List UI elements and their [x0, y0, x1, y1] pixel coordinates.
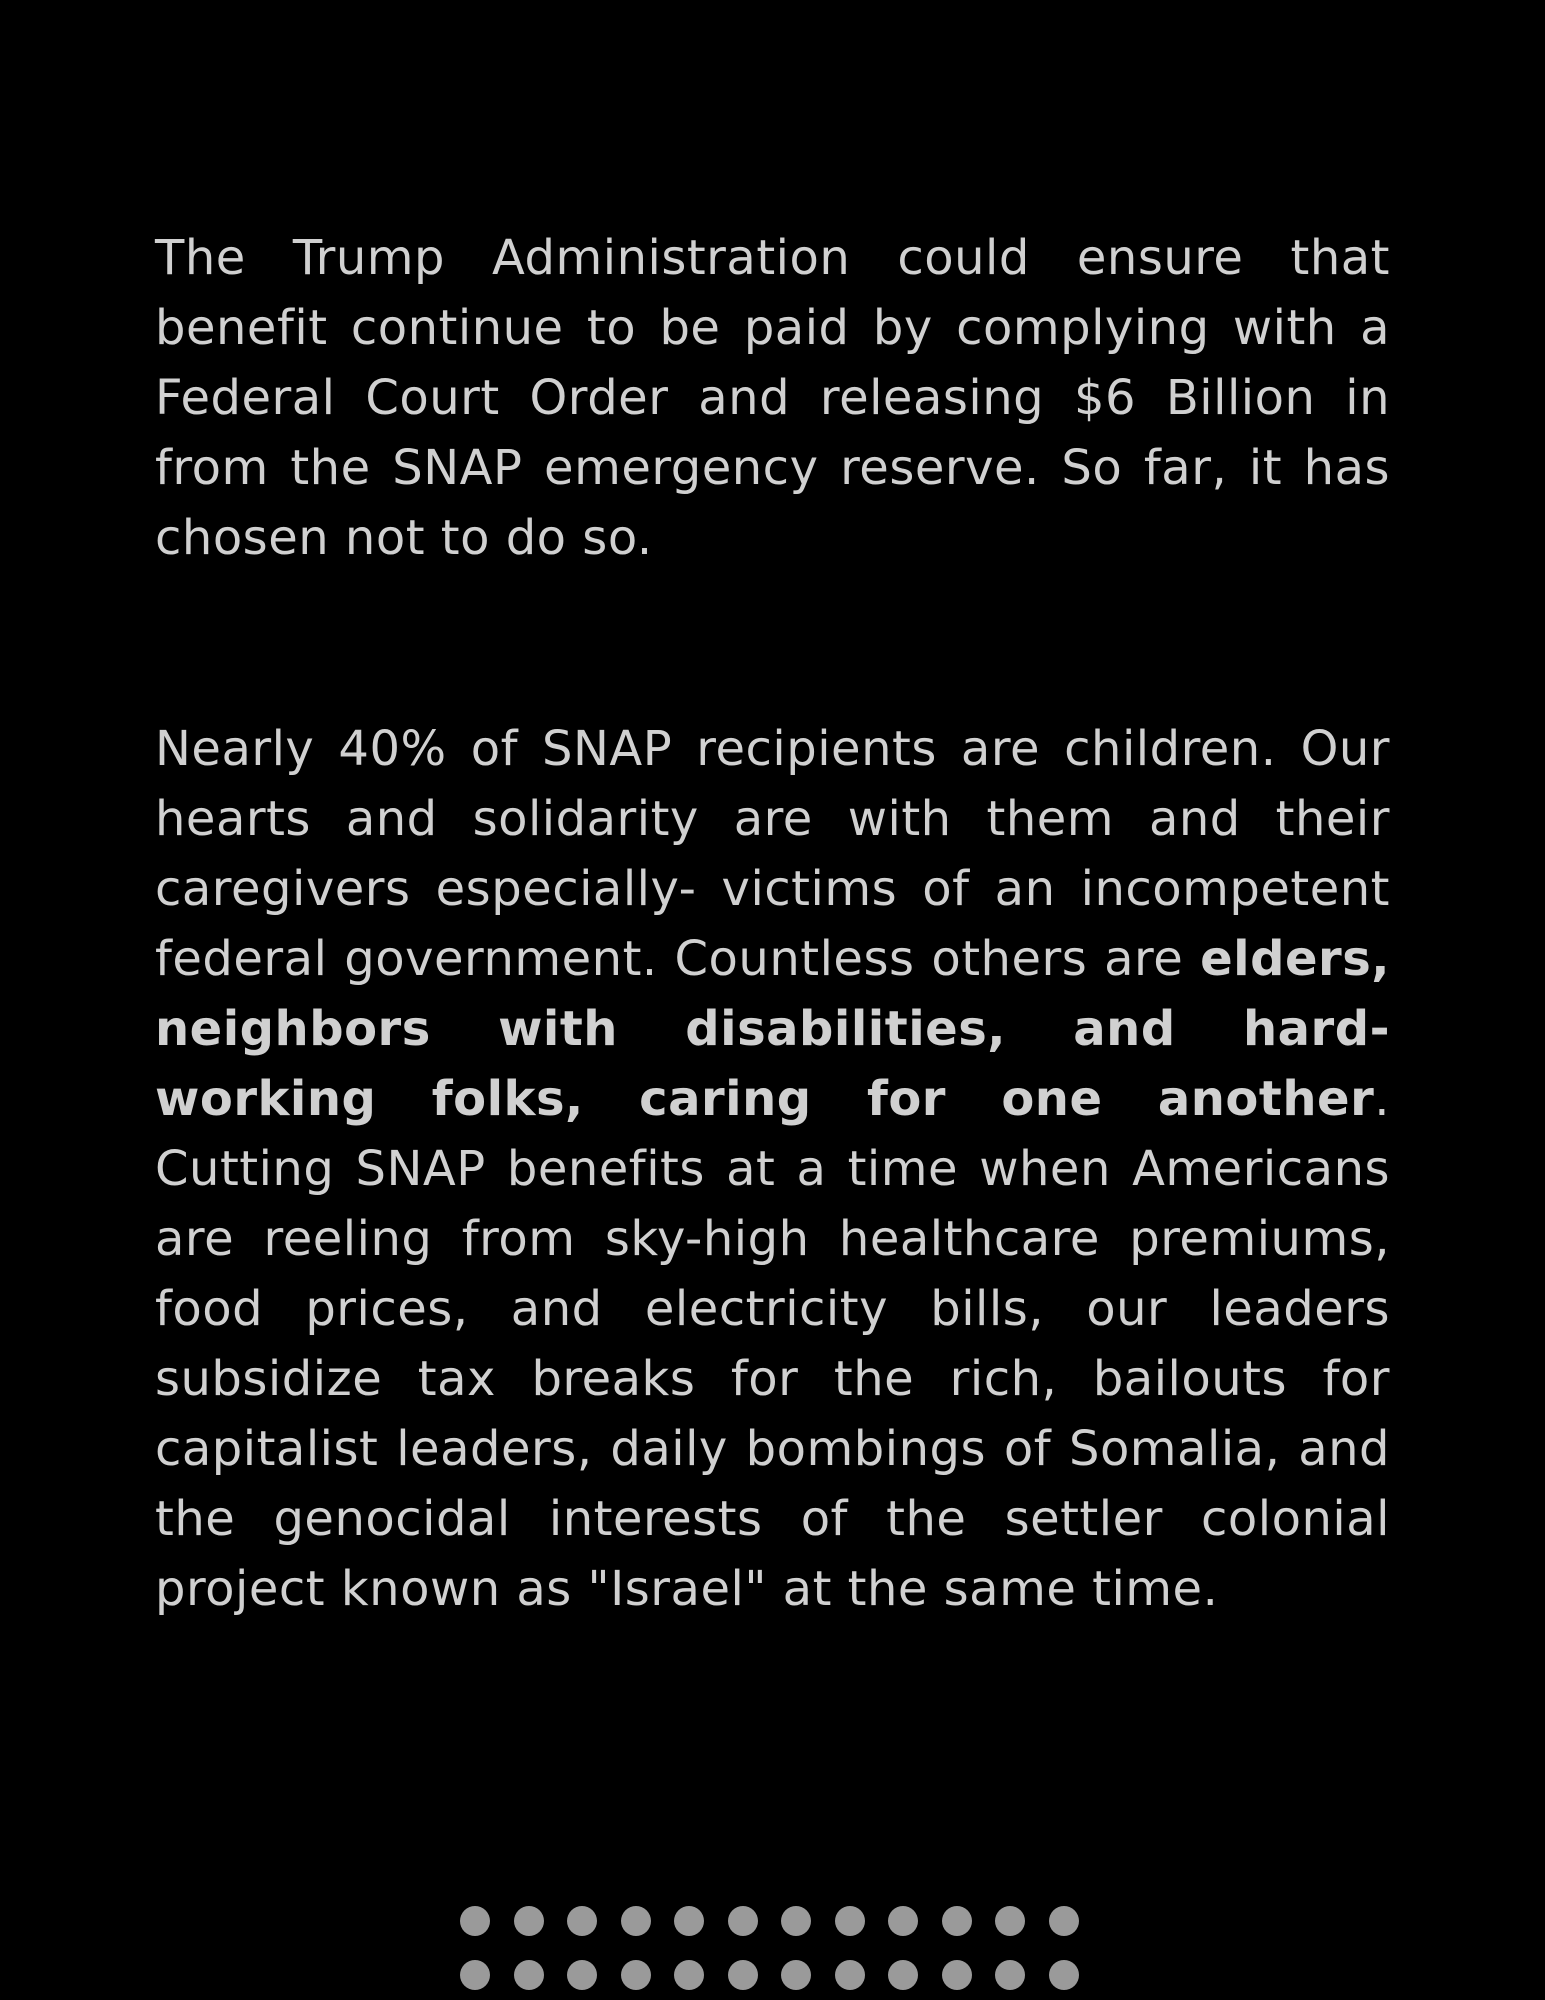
decorative-dot — [888, 1906, 918, 1936]
decorative-dot — [781, 1906, 811, 1936]
decorative-dot — [621, 1960, 651, 1990]
decorative-dot — [1049, 1960, 1079, 1990]
decorative-dot — [674, 1960, 704, 1990]
decorative-dot — [835, 1906, 865, 1936]
decorative-dot — [888, 1960, 918, 1990]
paragraph-intro-text: Nearly 40% of SNAP recipients are children. Our hearts and solidarity are with them and their caregivers especially- victims of an incompetent federal government. Countless others are — [155, 721, 1390, 987]
paragraph-bold-text: elders, neighbors with disabilities, and hard-working folks, caring for one another — [155, 931, 1390, 1127]
paragraph-rest-text: . Cutting SNAP benefits at a time when Americans are reeling from sky-high healthcare premiums, food prices, and electricity bills, our leaders subsidize tax breaks for the rich, bailouts for capitalist leaders, daily bombings of Somalia, and the genocidal interests of the settler colonial project known as "Israel" at the same time. — [155, 1071, 1390, 1617]
decorative-dot — [1049, 1906, 1079, 1936]
decorative-dot — [514, 1906, 544, 1936]
decorative-dot — [995, 1906, 1025, 1936]
paragraph-snap-reserve: The Trump Administration could ensure that benefit continue to be paid by complying with a Federal Court Order and releasing $6 Billion in from the SNAP emergency reserve. So far, it has chosen not to do so. — [155, 230, 1390, 566]
dot-grid-decoration — [460, 1906, 1090, 1990]
decorative-dot — [514, 1960, 544, 1990]
decorative-dot — [942, 1906, 972, 1936]
decorative-dot — [621, 1906, 651, 1936]
decorative-dot — [942, 1960, 972, 1990]
decorative-dot — [567, 1906, 597, 1936]
paragraph-snap-recipients — [155, 714, 1390, 1624]
decorative-dot — [567, 1960, 597, 1990]
decorative-dot — [728, 1906, 758, 1936]
decorative-dot — [781, 1960, 811, 1990]
decorative-dot — [728, 1960, 758, 1990]
decorative-dot — [835, 1960, 865, 1990]
decorative-dot — [674, 1906, 704, 1936]
decorative-dot — [460, 1906, 490, 1936]
decorative-dot — [995, 1960, 1025, 1990]
decorative-dot — [460, 1960, 490, 1990]
